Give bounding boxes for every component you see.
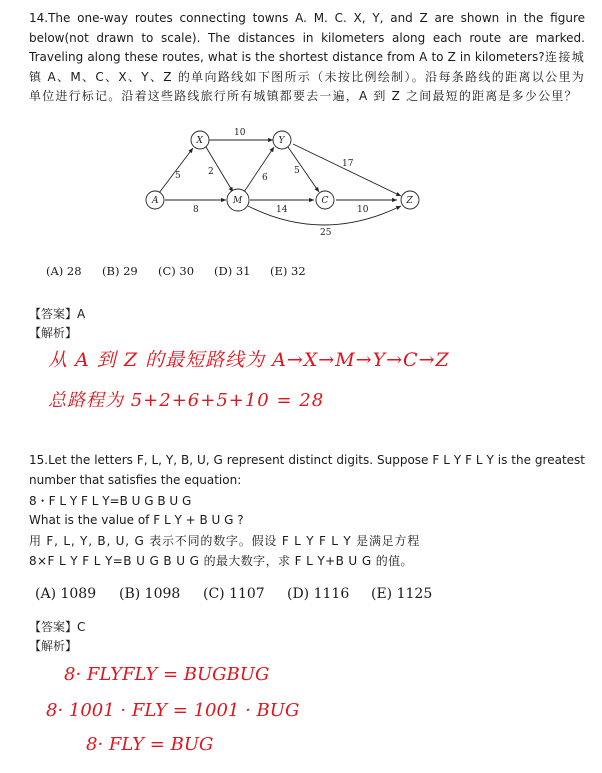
q15-choice-d: (D) 1116 bbox=[287, 586, 350, 602]
edge-label-x-m: 2 bbox=[208, 167, 214, 177]
q15-text-cn-2: 8×F L Y F L Y=B U G B U G 的最大数字，求 F L Y+B U G 的值。 bbox=[29, 554, 413, 568]
edge-label-m-z: 25 bbox=[320, 228, 332, 238]
edge-label-a-x: 5 bbox=[175, 171, 181, 181]
q15-handwritten-line-1: 8· FLYFLY = BUGBUG bbox=[64, 664, 270, 685]
q15-choice-b: (B) 1098 bbox=[119, 586, 181, 602]
q15-choices bbox=[29, 586, 585, 602]
q14-handwritten-total: 总路程为 5+2+6+5+10 = 28 bbox=[48, 390, 325, 411]
svg-text:Y: Y bbox=[278, 136, 285, 146]
q14-handwritten-route: 从 A 到 Z 的最短路线为 A→X→M→Y→C→Z bbox=[48, 349, 450, 371]
edge-label-a-m: 8 bbox=[193, 205, 199, 215]
node-a bbox=[146, 191, 164, 209]
q15-choice-e: (E) 1125 bbox=[371, 586, 433, 602]
q14-question-text bbox=[29, 9, 585, 107]
q14-choice-e: (E) 32 bbox=[270, 264, 306, 278]
q15-handwritten-line-2: 8· 1001 · FLY = 1001 · BUG bbox=[46, 700, 300, 721]
node-z bbox=[401, 191, 419, 209]
q15-question-en: What is the value of F L Y + B U G ? bbox=[29, 513, 244, 527]
q14-choices bbox=[29, 264, 585, 278]
edge-label-y-z: 17 bbox=[342, 159, 354, 169]
edge-y-c bbox=[288, 147, 319, 192]
svg-text:Z: Z bbox=[406, 196, 413, 206]
q14-choice-a: (A) 28 bbox=[46, 264, 82, 278]
svg-text:M: M bbox=[233, 196, 243, 206]
q15-choice-a: (A) 1089 bbox=[35, 586, 97, 602]
edge-y-z bbox=[293, 144, 401, 196]
q15-answer-label: 【答案】C bbox=[29, 620, 86, 634]
q14-analysis-label: 【解析】 bbox=[29, 326, 78, 340]
svg-text:A: A bbox=[152, 196, 159, 206]
q14-text-en: 14.The one-way routes connecting towns A. M. C. X, Y, and Z are shown in the figure below(not drawn to scale). The distances in kilometers along each route are marked. Traveling along these routes, what is the shortest distance from A to Z in kilometers? bbox=[29, 11, 585, 64]
q15-equation: 8・F L Y F L Y=B U G B U G bbox=[29, 494, 192, 508]
q14-answer-label: 【答案】A bbox=[29, 307, 86, 321]
route-graph bbox=[138, 122, 438, 240]
q15-question-text: 15.Let the letters F, L, Y, B, U, G represent distinct digits. Suppose F L Y F L Y is the greatest number that satisfies the equation: bbox=[29, 453, 585, 487]
q14-choice-d: (D) 31 bbox=[214, 264, 251, 278]
svg-text:C: C bbox=[321, 196, 329, 206]
q15-analysis-label: 【解析】 bbox=[29, 639, 78, 653]
edge-label-c-z: 10 bbox=[357, 205, 369, 215]
q14-choice-c: (C) 30 bbox=[158, 264, 195, 278]
svg-text:X: X bbox=[196, 136, 203, 146]
q15-handwritten-line-3: 8· FLY = BUG bbox=[86, 734, 214, 755]
edge-label-x-y: 10 bbox=[234, 128, 246, 138]
edge-label-m-c: 14 bbox=[276, 205, 288, 215]
edge-label-m-y: 6 bbox=[262, 173, 268, 183]
q15-text-cn-1: 用 F, L, Y, B, U, G 表示不同的数字。假设 F L Y F L Y 是满足方程 bbox=[29, 534, 421, 548]
node-m bbox=[227, 189, 249, 211]
edge-m-y bbox=[244, 147, 274, 192]
node-y bbox=[273, 131, 291, 149]
q15-choice-c: (C) 1107 bbox=[203, 586, 265, 602]
q14-text-cn: 连接城镇 A、M、C、X、Y、Z 的单向路线如下图所示（未按比例绘制）。沿每条路线的距离以公里为单位进行标记。沿着这些路线旅行所有城镇都要去一遍，A 到 Z 之间最短的距离是多少公里？ bbox=[29, 50, 585, 103]
q14-choice-b: (B) 29 bbox=[102, 264, 138, 278]
edge-label-y-c: 5 bbox=[294, 166, 300, 176]
node-c bbox=[316, 191, 334, 209]
node-x bbox=[191, 131, 209, 149]
